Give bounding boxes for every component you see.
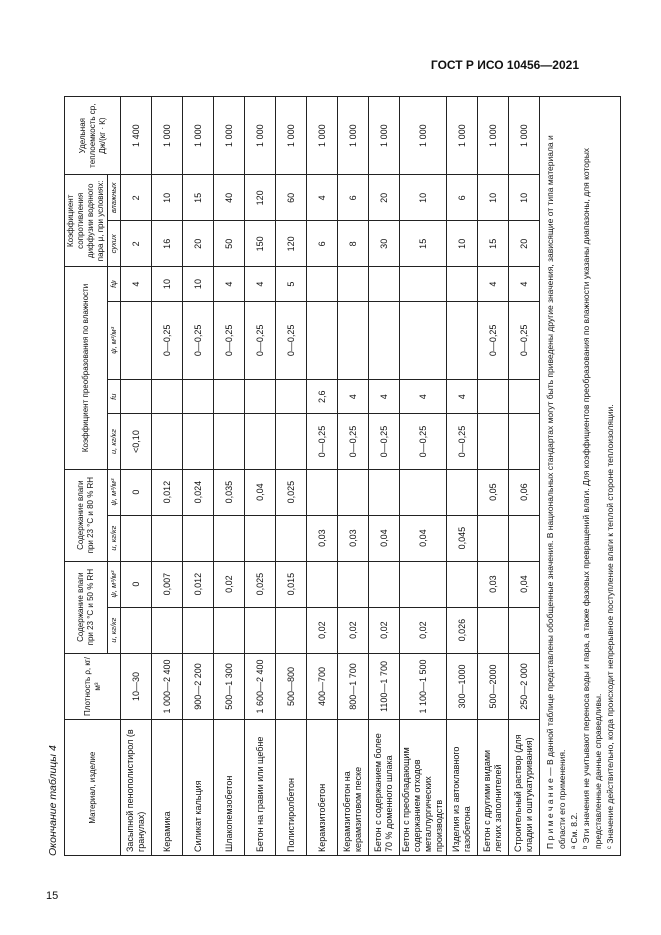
cell-cp: 1 000 (276, 97, 307, 175)
cell-cp: 1 000 (478, 97, 509, 175)
cell-psi-range: 0—0,25 (478, 301, 509, 379)
cell-psi-range: 0—0,25 (214, 301, 245, 379)
cell-dry: 15 (400, 221, 447, 267)
cell-material: Керамика (152, 720, 183, 856)
cell-psi50 (338, 561, 369, 607)
cell-wet: 40 (214, 175, 245, 221)
cell-u80 (276, 515, 307, 561)
cell-u80 (121, 515, 152, 561)
cell-dry: 10 (447, 221, 478, 267)
cell-u-range: <0,10 (121, 414, 152, 469)
cell-dry: 16 (152, 221, 183, 267)
cell-psi-range: 0—0,25 (509, 301, 540, 379)
sub-psi-50: ψ, м³/м³ (108, 561, 121, 607)
table-row (400, 97, 447, 856)
cell-u-range: 0—0,25 (338, 414, 369, 469)
cell-psi50 (307, 561, 338, 607)
cell-dry: 2 (121, 221, 152, 267)
cell-u50 (214, 607, 245, 653)
cell-fpsi: 4 (245, 267, 276, 302)
cell-fpsi (338, 267, 369, 302)
cell-fu: 2,6 (307, 379, 338, 413)
cell-fu: 4 (369, 379, 400, 413)
cell-density: 500—800 (276, 653, 307, 720)
cell-wet: 15 (183, 175, 214, 221)
cell-fpsi: 4 (478, 267, 509, 302)
cell-fu: 4 (338, 379, 369, 413)
header-density: Плотность ρ, кг/м³ (65, 653, 121, 720)
cell-psi-range: 0—0,25 (276, 301, 307, 379)
table-notes (540, 96, 621, 856)
table-row (447, 97, 478, 856)
cell-u50: 0,02 (338, 607, 369, 653)
cell-dry: 50 (214, 221, 245, 267)
sub-psi-80: ψ, м³/м³ (108, 469, 121, 515)
cell-material: Керамзитобетон на керамзитовом песке (338, 720, 369, 856)
table-row (276, 97, 307, 856)
cell-u50: 0,02 (400, 607, 447, 653)
cell-fpsi: 4 (214, 267, 245, 302)
cell-cp: 1 000 (447, 97, 478, 175)
table-row (307, 97, 338, 856)
sub-fpsi: fψ (108, 267, 121, 302)
cell-u80 (183, 515, 214, 561)
cell-wet: 6 (447, 175, 478, 221)
cell-material: Шлакопемзобетон (214, 720, 245, 856)
cell-cp: 1 000 (245, 97, 276, 175)
cell-material: Засыпной пенополистирол (в гранулах) (121, 720, 152, 856)
cell-psi50 (369, 561, 400, 607)
cell-u50 (509, 607, 540, 653)
cell-dry: 120 (276, 221, 307, 267)
cell-fpsi: 5 (276, 267, 307, 302)
cell-psi50 (400, 561, 447, 607)
cell-density: 1 100—1 500 (400, 653, 447, 720)
cell-u80: 0,03 (307, 515, 338, 561)
cell-dry: 6 (307, 221, 338, 267)
cell-dry: 15 (478, 221, 509, 267)
cell-wet: 10 (509, 175, 540, 221)
cell-psi-range (307, 301, 338, 379)
cell-wet: 10 (400, 175, 447, 221)
cell-u80: 0,045 (447, 515, 478, 561)
cell-psi80 (447, 469, 478, 515)
cell-u-range (214, 414, 245, 469)
cell-material: Изделия из автоклавного газобетона (447, 720, 478, 856)
cell-fu (214, 379, 245, 413)
cell-fpsi: 4 (509, 267, 540, 302)
cell-u50 (276, 607, 307, 653)
sub-psi-range: ψ, м³/м³ (108, 301, 121, 379)
page-number: 15 (46, 890, 59, 902)
cell-density: 300—1000 (447, 653, 478, 720)
sub-u-50: u, кг/кг (108, 607, 121, 653)
cell-material: Силикат кальция (183, 720, 214, 856)
cell-u80: 0,04 (400, 515, 447, 561)
cell-material: Бетон с преобладающим содержанием отходов металлургических производств (400, 720, 447, 856)
cell-fpsi: 10 (183, 267, 214, 302)
cell-fpsi (400, 267, 447, 302)
cell-cp: 1 000 (400, 97, 447, 175)
cell-psi80: 0,012 (152, 469, 183, 515)
cell-u-range: 0—0,25 (447, 414, 478, 469)
cell-cp: 1 400 (121, 97, 152, 175)
table-row (214, 97, 245, 856)
cell-psi-range: 0—0,25 (245, 301, 276, 379)
cell-psi80 (400, 469, 447, 515)
cell-dry: 8 (338, 221, 369, 267)
table-row (338, 97, 369, 856)
cell-wet: 6 (338, 175, 369, 221)
cell-dry: 20 (509, 221, 540, 267)
cell-psi-range (400, 301, 447, 379)
table-row (478, 97, 509, 856)
cell-u50 (121, 607, 152, 653)
cell-u-range (276, 414, 307, 469)
cell-fu (121, 379, 152, 413)
cell-density: 10—30 (121, 653, 152, 720)
note-a: ᵃ См. 8.2. (569, 812, 579, 849)
cell-psi80: 0,024 (183, 469, 214, 515)
cell-material: Строительный раствор (для кладки и оштукатуривания) (509, 720, 540, 856)
cell-psi80 (338, 469, 369, 515)
cell-u50 (152, 607, 183, 653)
standard-header: ГОСТ Р ИСО 10456—2021 (430, 58, 579, 72)
cell-psi50: 0,025 (245, 561, 276, 607)
cell-u50: 0,026 (447, 607, 478, 653)
cell-wet: 120 (245, 175, 276, 221)
note-c: ᶜ Значение действительно, когда происходит непрерывное поступление влаги к теплой стороне теплоизоляции. (605, 404, 615, 849)
cell-cp: 1 000 (214, 97, 245, 175)
cell-u80: 0,04 (369, 515, 400, 561)
cell-psi-range (369, 301, 400, 379)
cell-material: Полистиролбетон (276, 720, 307, 856)
cell-wet: 4 (307, 175, 338, 221)
cell-u80 (214, 515, 245, 561)
cell-psi80: 0,035 (214, 469, 245, 515)
header-heat-capacity: Удельная теплоемкость cp, Дж/(кг · К) (65, 97, 121, 175)
sub-u-range: u, кг/кг (108, 414, 121, 469)
sub-dry: сухих (108, 221, 121, 267)
sub-wet: влажных (108, 175, 121, 221)
table-row (183, 97, 214, 856)
cell-fpsi: 4 (121, 267, 152, 302)
sub-u-80: u, кг/кг (108, 515, 121, 561)
cell-fu (276, 379, 307, 413)
sub-fu: fu (108, 379, 121, 413)
table-row (121, 97, 152, 856)
cell-material: Бетон с содержанием более 70 % доменного шлака (369, 720, 400, 856)
cell-psi-range: 0—0,25 (183, 301, 214, 379)
cell-density: 1 000—2 400 (152, 653, 183, 720)
cell-psi50: 0,04 (509, 561, 540, 607)
material-properties-table (64, 96, 540, 856)
cell-wet: 2 (121, 175, 152, 221)
cell-fu (152, 379, 183, 413)
cell-density: 900—2 200 (183, 653, 214, 720)
cell-fpsi (447, 267, 478, 302)
cell-fpsi (307, 267, 338, 302)
header-diffusion: Коэффициент сопротивления диффузии водяного пара μ, при условиях: (65, 175, 108, 267)
cell-fu: 4 (447, 379, 478, 413)
cell-u80 (152, 515, 183, 561)
cell-density: 1100—1 700 (369, 653, 400, 720)
cell-fpsi: 10 (152, 267, 183, 302)
cell-material: Бетон на гравии или щебне (245, 720, 276, 856)
cell-psi50: 0,03 (478, 561, 509, 607)
cell-u-range: 0—0,25 (307, 414, 338, 469)
cell-fu (509, 379, 540, 413)
cell-wet: 10 (152, 175, 183, 221)
cell-cp: 1 000 (152, 97, 183, 175)
cell-u50 (245, 607, 276, 653)
cell-density: 500—2000 (478, 653, 509, 720)
cell-u-range (245, 414, 276, 469)
header-conversion: Коэффициент преобразования по влажности (65, 267, 108, 469)
cell-psi-range: 0—0,25 (152, 301, 183, 379)
cell-fpsi (369, 267, 400, 302)
cell-u50 (183, 607, 214, 653)
cell-psi50 (447, 561, 478, 607)
cell-fu (245, 379, 276, 413)
cell-dry: 150 (245, 221, 276, 267)
header-material: Материал, изделие (65, 720, 121, 856)
cell-u50 (478, 607, 509, 653)
cell-material: Керамзитобетон (307, 720, 338, 856)
cell-density: 500—1 300 (214, 653, 245, 720)
cell-u50: 0,02 (369, 607, 400, 653)
cell-cp: 1 000 (338, 97, 369, 175)
table-caption: Окончание таблицы 4 (47, 745, 59, 856)
cell-dry: 30 (369, 221, 400, 267)
table-row (245, 97, 276, 856)
rotated-table-block (46, 96, 615, 856)
cell-u-range (152, 414, 183, 469)
cell-cp: 1 000 (183, 97, 214, 175)
cell-psi50: 0,012 (183, 561, 214, 607)
cell-psi80: 0,025 (276, 469, 307, 515)
cell-u80 (245, 515, 276, 561)
cell-psi80: 0 (121, 469, 152, 515)
cell-wet: 60 (276, 175, 307, 221)
cell-psi-range (121, 301, 152, 379)
cell-psi50: 0,02 (214, 561, 245, 607)
cell-psi50: 0 (121, 561, 152, 607)
cell-cp: 1 000 (307, 97, 338, 175)
cell-u-range: 0—0,25 (369, 414, 400, 469)
table-row (152, 97, 183, 856)
cell-psi-range (447, 301, 478, 379)
cell-psi50: 0,015 (276, 561, 307, 607)
cell-u-range (183, 414, 214, 469)
cell-psi-range (338, 301, 369, 379)
cell-psi80: 0,06 (509, 469, 540, 515)
table-row (509, 97, 540, 856)
cell-wet: 20 (369, 175, 400, 221)
cell-u-range: 0—0,25 (400, 414, 447, 469)
note-b: ᵇ Эти значения не учитывают переноса воды и пара, а также фазовых превращений влаги. Для коэффициентов преобразования по влажности указаны диапазоны, для которых представленные данные справедливы. (581, 147, 603, 849)
cell-fu (478, 379, 509, 413)
cell-density: 400—700 (307, 653, 338, 720)
cell-u-range (478, 414, 509, 469)
cell-density: 1 600—2 400 (245, 653, 276, 720)
cell-density: 800—1 700 (338, 653, 369, 720)
cell-fu: 4 (400, 379, 447, 413)
cell-u-range (509, 414, 540, 469)
cell-wet: 10 (478, 175, 509, 221)
cell-cp: 1 000 (509, 97, 540, 175)
table-row (369, 97, 400, 856)
cell-u80 (478, 515, 509, 561)
cell-cp: 1 000 (369, 97, 400, 175)
cell-psi80 (369, 469, 400, 515)
cell-psi50: 0,007 (152, 561, 183, 607)
header-moisture-80: Содержание влаги при 23 °С и 80 % RH (65, 469, 108, 561)
cell-u80 (509, 515, 540, 561)
cell-psi80: 0,05 (478, 469, 509, 515)
cell-density: 250—2 000 (509, 653, 540, 720)
cell-psi80: 0,04 (245, 469, 276, 515)
cell-dry: 20 (183, 221, 214, 267)
cell-material: Бетон с другими видами легких заполнителей (478, 720, 509, 856)
header-moisture-50: Содержание влаги при 23 °С и 50 % RH (65, 561, 108, 653)
note-main: П р и м е ч а н и е — В данной таблице представлены обобщенные значения. В национальных стандартах могут быть приведены другие значения, зависящие от типа материала и области его применения. (545, 135, 567, 849)
cell-fu (183, 379, 214, 413)
cell-u80: 0,03 (338, 515, 369, 561)
cell-psi80 (307, 469, 338, 515)
cell-u50: 0,02 (307, 607, 338, 653)
